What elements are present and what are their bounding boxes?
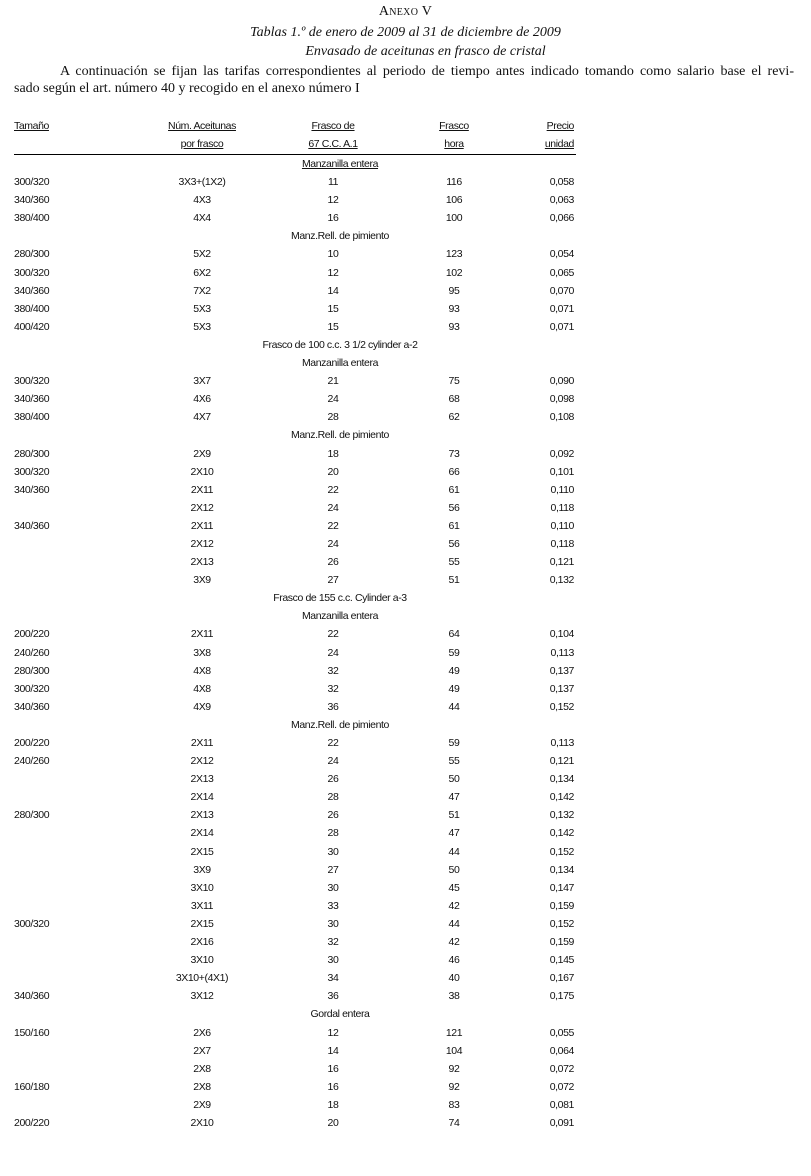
intro-line-2: sado según el art. número 40 y recogido en el anexo número I — [14, 81, 360, 96]
jars-per-hour-cell: 44 — [448, 700, 460, 713]
olives-per-jar-cell: 2X9 — [193, 1098, 211, 1111]
size-cell: 150/160 — [14, 1026, 50, 1039]
unit-price-cell: 0,159 — [549, 899, 574, 912]
table-row — [14, 644, 576, 662]
olives-per-jar-cell: 3X3+(1X2) — [178, 176, 226, 189]
jars-per-hour-cell: 44 — [448, 845, 460, 858]
unit-price-cell: 0,081 — [549, 1098, 574, 1111]
section-heading: Manzanilla entera — [301, 610, 379, 623]
col-price-header-2: unidad — [544, 138, 574, 150]
unit-price-cell: 0,159 — [549, 936, 574, 949]
unit-price-cell: 0,063 — [549, 194, 574, 207]
section-heading: Manzanilla entera — [301, 158, 379, 170]
table-row — [14, 1078, 576, 1096]
table-row — [14, 806, 576, 824]
jar-cell: 32 — [327, 682, 339, 695]
size-cell: 380/400 — [14, 302, 50, 315]
jar-cell: 16 — [327, 1062, 339, 1075]
jars-per-hour-cell: 51 — [448, 574, 460, 587]
olives-per-jar-cell: 3X9 — [193, 863, 211, 876]
jar-cell: 27 — [327, 863, 339, 876]
unit-price-cell: 0,121 — [549, 755, 574, 768]
jars-per-hour-cell: 46 — [448, 954, 460, 967]
olives-per-jar-cell: 7X2 — [193, 284, 211, 297]
table-row — [14, 1114, 576, 1132]
unit-price-cell: 0,175 — [549, 990, 574, 1003]
olives-per-jar-cell: 4X3 — [193, 194, 211, 207]
unit-price-cell: 0,090 — [549, 375, 574, 388]
size-cell: 280/300 — [14, 248, 50, 261]
col-jar-header-1: Frasco de — [311, 120, 355, 132]
olives-per-jar-cell: 2X11 — [190, 483, 214, 496]
unit-price-cell: 0,104 — [549, 628, 574, 641]
unit-price-cell: 0,091 — [549, 1116, 574, 1129]
size-cell: 240/260 — [14, 646, 50, 659]
table-period-title: Tablas 1.º de enero de 2009 al 31 de diciembre de 2009 — [250, 25, 561, 40]
size-cell: 240/260 — [14, 755, 50, 768]
jar-cell: 26 — [327, 809, 339, 822]
jars-per-hour-cell: 83 — [448, 1098, 460, 1111]
jar-cell: 22 — [327, 519, 339, 532]
olives-per-jar-cell: 5X3 — [193, 320, 211, 333]
jar-cell: 32 — [327, 936, 339, 949]
unit-price-cell: 0,118 — [550, 537, 574, 550]
table-row — [14, 390, 576, 408]
table-row — [14, 553, 576, 571]
jar-cell: 16 — [327, 1080, 339, 1093]
olives-per-jar-cell: 2X12 — [190, 537, 214, 550]
size-cell: 200/220 — [14, 628, 50, 641]
olives-per-jar-cell: 2X11 — [190, 628, 214, 641]
table-subtitle: Envasado de aceitunas en frasco de cristal — [305, 44, 546, 59]
olives-per-jar-cell: 2X7 — [193, 1044, 211, 1057]
unit-price-cell: 0,134 — [549, 863, 574, 876]
jars-per-hour-cell: 61 — [448, 483, 460, 496]
jar-cell: 12 — [327, 266, 339, 279]
olives-per-jar-cell: 3X11 — [190, 899, 214, 912]
jars-per-hour-cell: 66 — [448, 465, 460, 478]
olives-per-jar-cell: 4X6 — [193, 393, 211, 406]
olives-per-jar-cell: 2X9 — [193, 447, 211, 460]
size-cell: 340/360 — [14, 700, 50, 713]
jar-cell: 15 — [327, 302, 339, 315]
jars-per-hour-cell: 106 — [445, 194, 463, 207]
col-price-header-1: Precio — [546, 120, 574, 132]
jars-per-hour-cell: 55 — [448, 755, 460, 768]
table-row — [14, 318, 576, 336]
unit-price-cell: 0,152 — [549, 917, 574, 930]
jar-cell: 30 — [327, 845, 339, 858]
table-row — [14, 408, 576, 426]
size-cell: 340/360 — [14, 519, 50, 532]
olives-per-jar-cell: 5X3 — [193, 302, 211, 315]
table-row — [14, 987, 576, 1005]
olives-per-jar-cell: 2X6 — [193, 1026, 211, 1039]
unit-price-cell: 0,142 — [549, 827, 574, 840]
jars-per-hour-cell: 61 — [448, 519, 460, 532]
olives-per-jar-cell: 3X10 — [190, 881, 214, 894]
unit-price-cell: 0,145 — [549, 954, 574, 967]
size-cell: 300/320 — [14, 375, 50, 388]
size-cell: 400/420 — [14, 320, 50, 333]
jar-cell: 15 — [327, 320, 339, 333]
annex-heading: Anexo V — [378, 4, 433, 19]
table-row — [14, 173, 576, 191]
jars-per-hour-cell: 56 — [448, 537, 460, 550]
table-row — [14, 300, 576, 318]
jars-per-hour-cell: 92 — [448, 1080, 460, 1093]
olives-per-jar-cell: 2X15 — [190, 845, 214, 858]
jars-per-hour-cell: 74 — [448, 1116, 460, 1129]
unit-price-cell: 0,152 — [549, 845, 574, 858]
size-cell: 280/300 — [14, 809, 50, 822]
olives-per-jar-cell: 3X8 — [193, 646, 211, 659]
size-cell: 340/360 — [14, 393, 50, 406]
unit-price-cell: 0,058 — [549, 176, 574, 189]
size-cell: 300/320 — [14, 682, 50, 695]
table-header — [14, 120, 576, 155]
table-row — [14, 1096, 576, 1114]
jars-per-hour-cell: 47 — [448, 791, 460, 804]
size-cell: 340/360 — [14, 194, 50, 207]
jars-per-hour-cell: 56 — [448, 501, 460, 514]
jars-per-hour-cell: 92 — [448, 1062, 460, 1075]
table-row — [14, 662, 576, 680]
unit-price-cell: 0,142 — [549, 791, 574, 804]
jars-per-hour-cell: 64 — [448, 628, 460, 641]
olives-per-jar-cell: 2X14 — [190, 791, 214, 804]
col-jar-header-2: 67 C.C. A.1 — [308, 138, 358, 150]
unit-price-cell: 0,113 — [550, 737, 574, 749]
table-row — [14, 481, 576, 499]
unit-price-cell: 0,092 — [549, 447, 574, 460]
unit-price-cell: 0,134 — [549, 773, 574, 786]
intro-line-1: A continuación se fijan las tarifas correspondientes al periodo de tiempo antes indicado tomando como salario base el revi- — [60, 64, 794, 79]
col-jar-hour-header-2: hora — [444, 138, 464, 150]
unit-price-cell: 0,055 — [549, 1026, 574, 1039]
jar-cell: 24 — [327, 755, 339, 768]
table-body — [14, 155, 576, 1132]
olives-per-jar-cell: 4X4 — [193, 212, 211, 225]
table-row — [14, 535, 576, 553]
jars-per-hour-cell: 73 — [448, 447, 460, 460]
table-row — [14, 282, 576, 300]
unit-price-cell: 0,071 — [549, 320, 574, 333]
olives-per-jar-cell: 3X10+(4X1) — [175, 972, 229, 985]
jars-per-hour-cell: 95 — [448, 284, 460, 297]
olives-per-jar-cell: 2X14 — [190, 827, 214, 840]
unit-price-cell: 0,101 — [549, 465, 574, 478]
jars-per-hour-cell: 42 — [448, 936, 460, 949]
jar-cell: 20 — [327, 1116, 339, 1129]
table-row — [14, 264, 576, 282]
jar-cell: 30 — [327, 954, 339, 967]
table-row — [14, 191, 576, 209]
unit-price-cell: 0,072 — [549, 1062, 574, 1075]
jar-cell: 22 — [327, 737, 339, 749]
jars-per-hour-cell: 59 — [448, 646, 460, 659]
size-cell: 380/400 — [14, 212, 50, 225]
table-row — [14, 571, 576, 589]
jar-cell: 10 — [327, 248, 339, 261]
size-cell: 280/300 — [14, 664, 50, 677]
table-row — [14, 698, 576, 716]
section-heading: Manz.Rell. de pimiento — [291, 429, 389, 442]
jar-cell: 16 — [327, 212, 339, 225]
olives-per-jar-cell: 6X2 — [193, 266, 211, 279]
jar-cell: 34 — [327, 972, 339, 985]
jar-cell: 36 — [327, 990, 339, 1003]
jars-per-hour-cell: 51 — [448, 809, 460, 822]
olives-per-jar-cell: 5X2 — [193, 248, 211, 261]
unit-price-cell: 0,064 — [549, 1044, 574, 1057]
jar-cell: 30 — [327, 881, 339, 894]
jar-cell: 12 — [327, 1026, 339, 1039]
tariff-table — [14, 120, 576, 1132]
jar-cell: 30 — [327, 917, 339, 930]
size-cell: 340/360 — [14, 483, 50, 496]
jars-per-hour-cell: 75 — [448, 375, 460, 388]
table-row — [14, 372, 576, 390]
unit-price-cell: 0,110 — [550, 519, 574, 532]
jar-cell: 22 — [327, 628, 339, 641]
unit-price-cell: 0,108 — [549, 411, 574, 424]
olives-per-jar-cell: 3X9 — [193, 574, 211, 587]
olives-per-jar-cell: 4X8 — [193, 664, 211, 677]
jars-per-hour-cell: 116 — [446, 176, 462, 189]
olives-per-jar-cell: 4X7 — [193, 411, 211, 424]
olives-per-jar-cell: 3X12 — [190, 990, 214, 1003]
unit-price-cell: 0,072 — [549, 1080, 574, 1093]
jars-per-hour-cell: 40 — [448, 972, 460, 985]
jar-cell: 14 — [327, 1044, 339, 1057]
table-row — [14, 824, 576, 842]
jars-per-hour-cell: 38 — [448, 990, 460, 1003]
table-row — [14, 879, 576, 897]
jar-cell: 32 — [327, 664, 339, 677]
table-row — [14, 969, 576, 987]
size-cell: 300/320 — [14, 176, 50, 189]
table-row — [14, 680, 576, 698]
jar-cell: 22 — [327, 483, 339, 496]
jars-per-hour-cell: 123 — [445, 248, 463, 261]
olives-per-jar-cell: 2X11 — [190, 519, 214, 532]
jars-per-hour-cell: 121 — [445, 1026, 463, 1039]
jar-cell: 27 — [327, 574, 339, 587]
intro-paragraph — [14, 63, 794, 97]
olives-per-jar-cell: 4X9 — [193, 700, 211, 713]
table-row — [14, 752, 576, 770]
table-row — [14, 951, 576, 969]
table-row — [14, 897, 576, 915]
jar-cell: 28 — [327, 411, 339, 424]
section-heading: Frasco de 155 c.c. Cylinder a-3 — [273, 592, 407, 605]
olives-per-jar-cell: 2X12 — [190, 501, 214, 514]
size-cell: 300/320 — [14, 266, 50, 279]
jars-per-hour-cell: 42 — [448, 899, 460, 912]
jars-per-hour-cell: 49 — [448, 682, 460, 695]
olives-per-jar-cell: 2X10 — [190, 465, 214, 478]
olives-per-jar-cell: 2X13 — [190, 556, 214, 569]
size-cell: 200/220 — [14, 1116, 50, 1129]
unit-price-cell: 0,132 — [549, 574, 574, 587]
jar-cell: 20 — [327, 465, 339, 478]
jar-cell: 24 — [327, 393, 339, 406]
table-row — [14, 1042, 576, 1060]
jar-cell: 24 — [327, 646, 339, 659]
jar-cell: 11 — [327, 176, 339, 189]
table-row — [14, 1024, 576, 1042]
size-cell: 340/360 — [14, 990, 50, 1003]
olives-per-jar-cell: 2X12 — [190, 755, 214, 768]
jar-cell: 21 — [327, 375, 339, 388]
olives-per-jar-cell: 3X10 — [190, 954, 214, 967]
table-row — [14, 915, 576, 933]
size-cell: 300/320 — [14, 917, 50, 930]
unit-price-cell: 0,147 — [549, 881, 574, 894]
table-row — [14, 843, 576, 861]
unit-price-cell: 0,110 — [550, 483, 574, 496]
jar-cell: 24 — [327, 537, 339, 550]
olives-per-jar-cell: 2X8 — [193, 1062, 211, 1075]
olives-per-jar-cell: 2X16 — [190, 936, 214, 949]
unit-price-cell: 0,070 — [549, 284, 574, 297]
olives-per-jar-cell: 3X7 — [193, 375, 211, 388]
unit-price-cell: 0,121 — [549, 556, 574, 569]
table-row — [14, 1060, 576, 1078]
jars-per-hour-cell: 47 — [448, 827, 460, 840]
unit-price-cell: 0,098 — [549, 393, 574, 406]
section-heading: Manz.Rell. de pimiento — [291, 230, 389, 243]
size-cell: 380/400 — [14, 411, 50, 424]
size-cell: 340/360 — [14, 284, 50, 297]
table-row — [14, 770, 576, 788]
jar-cell: 28 — [327, 827, 339, 840]
col-jar-hour-header-1: Frasco — [439, 120, 469, 132]
jars-per-hour-cell: 93 — [448, 320, 460, 333]
table-row — [14, 788, 576, 806]
jar-cell: 26 — [327, 773, 339, 786]
table-row — [14, 499, 576, 517]
table-row — [14, 209, 576, 227]
jars-per-hour-cell: 68 — [448, 393, 460, 406]
jar-cell: 18 — [327, 447, 339, 460]
jars-per-hour-cell: 50 — [448, 863, 460, 876]
jar-cell: 28 — [327, 791, 339, 804]
size-cell: 300/320 — [14, 465, 50, 478]
jars-per-hour-cell: 104 — [445, 1044, 463, 1057]
col-olives-header-2: por frasco — [180, 138, 224, 150]
jars-per-hour-cell: 102 — [445, 266, 463, 279]
unit-price-cell: 0,118 — [550, 501, 574, 514]
table-row — [14, 245, 576, 263]
jar-cell: 18 — [327, 1098, 339, 1111]
jar-cell: 33 — [327, 899, 339, 912]
jar-cell: 24 — [327, 501, 339, 514]
table-row — [14, 734, 576, 752]
olives-per-jar-cell: 2X13 — [190, 773, 214, 786]
jar-cell: 12 — [327, 194, 339, 207]
unit-price-cell: 0,065 — [549, 266, 574, 279]
jars-per-hour-cell: 45 — [448, 881, 460, 894]
section-heading: Manzanilla entera — [301, 357, 379, 370]
olives-per-jar-cell: 4X8 — [193, 682, 211, 695]
col-olives-header-1: Núm. Aceitunas — [168, 120, 236, 132]
table-row — [14, 517, 576, 535]
col-size-header: Tamaño — [14, 120, 49, 132]
section-heading: Manz.Rell. de pimiento — [291, 718, 389, 731]
table-row — [14, 463, 576, 481]
unit-price-cell: 0,071 — [549, 302, 574, 315]
table-row — [14, 861, 576, 879]
olives-per-jar-cell: 2X13 — [190, 809, 214, 822]
jars-per-hour-cell: 50 — [448, 773, 460, 786]
jars-per-hour-cell: 62 — [448, 411, 460, 424]
unit-price-cell: 0,167 — [549, 972, 574, 985]
section-heading: Gordal entera — [310, 1008, 370, 1021]
jars-per-hour-cell: 44 — [448, 917, 460, 930]
table-row — [14, 445, 576, 463]
jar-cell: 14 — [327, 284, 339, 297]
jars-per-hour-cell: 93 — [448, 302, 460, 315]
jars-per-hour-cell: 59 — [448, 737, 460, 749]
olives-per-jar-cell: 2X8 — [193, 1080, 211, 1093]
jar-cell: 36 — [327, 700, 339, 713]
unit-price-cell: 0,054 — [549, 248, 574, 261]
jars-per-hour-cell: 55 — [448, 556, 460, 569]
jars-per-hour-cell: 49 — [448, 664, 460, 677]
unit-price-cell: 0,137 — [549, 664, 574, 677]
size-cell: 200/220 — [14, 737, 50, 749]
olives-per-jar-cell: 2X10 — [190, 1116, 214, 1129]
jar-cell: 26 — [327, 556, 339, 569]
section-heading: Frasco de 100 c.c. 3 1/2 cylinder a-2 — [262, 338, 418, 351]
olives-per-jar-cell: 2X11 — [190, 737, 214, 749]
size-cell: 280/300 — [14, 447, 50, 460]
unit-price-cell: 0,066 — [549, 212, 574, 225]
unit-price-cell: 0,132 — [549, 809, 574, 822]
olives-per-jar-cell: 2X15 — [190, 917, 214, 930]
unit-price-cell: 0,137 — [549, 682, 574, 695]
size-cell: 160/180 — [14, 1080, 50, 1093]
unit-price-cell: 0,113 — [550, 646, 574, 659]
unit-price-cell: 0,152 — [549, 700, 574, 713]
jars-per-hour-cell: 100 — [445, 212, 463, 225]
table-row — [14, 625, 576, 643]
table-row — [14, 933, 576, 951]
